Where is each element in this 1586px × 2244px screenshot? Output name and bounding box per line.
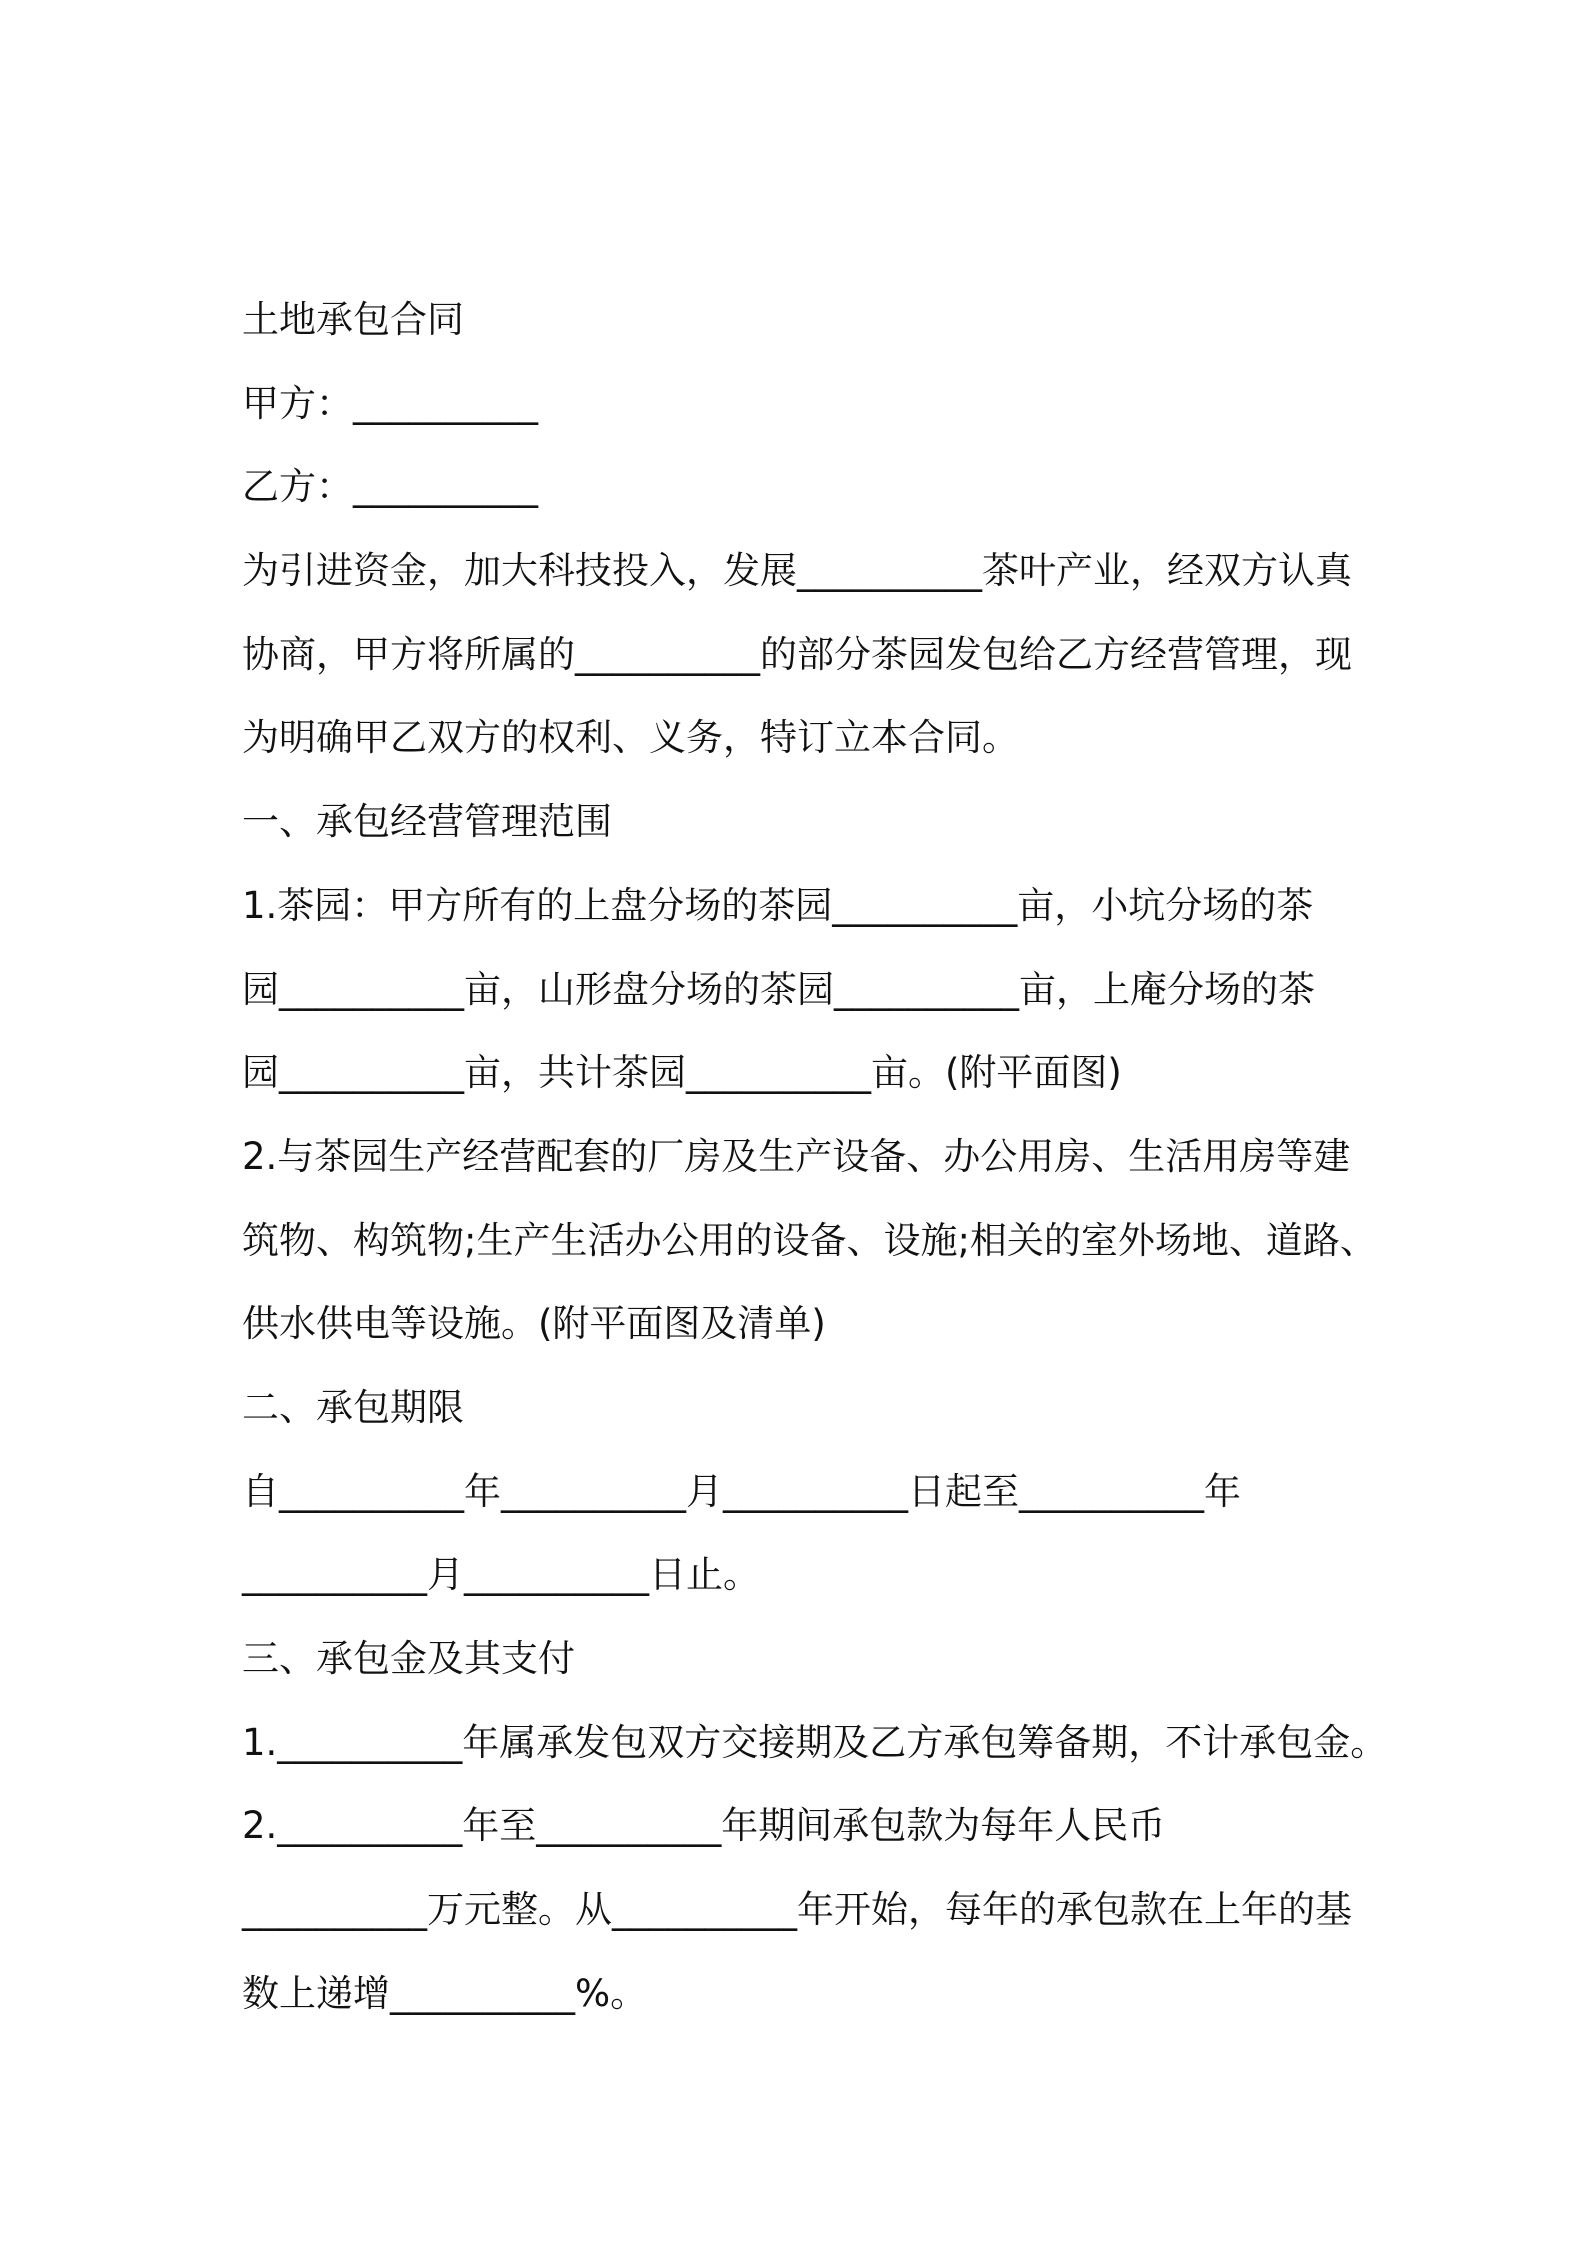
- clause-line: 2.__________年至__________年期间承包款为每年人民币: [242, 1804, 1166, 1848]
- preamble-line: 协商，甲方将所属的__________的部分茶园发包给乙方经营管理，现: [242, 632, 1352, 676]
- clause-line: 供水供电等设施。(附平面图及清单): [242, 1302, 826, 1346]
- section-heading-scope: 一、承包经营管理范围: [242, 800, 612, 844]
- party-b-line: 乙方：__________: [242, 465, 538, 509]
- contract-body: [242, 278, 1388, 2035]
- section-heading-term: 二、承包期限: [242, 1385, 464, 1429]
- section-heading-payment: 三、承包金及其支付: [242, 1637, 575, 1680]
- clause-line: 园__________亩，山形盘分场的茶园__________亩，上庵分场的茶: [242, 967, 1315, 1011]
- clause-line: 数上递增__________%。: [242, 1971, 648, 2015]
- preamble-line: 为明确甲乙双方的权利、义务，特订立本合同。: [242, 716, 1019, 760]
- contract-title: 土地承包合同: [242, 298, 464, 341]
- clause-line: 筑物、构筑物;生产生活办公用的设备、设施;相关的室外场地、道路、: [242, 1218, 1377, 1262]
- preamble-line: 为引进资金，加大科技投入，发展__________茶叶产业，经双方认真: [242, 549, 1352, 593]
- clause-line: __________万元整。从__________年开始，每年的承包款在上年的基: [242, 1888, 1352, 1932]
- clause-line: 园__________亩，共计茶园__________亩。(附平面图): [242, 1051, 1122, 1095]
- clause-line: 1.茶园：甲方所有的上盘分场的茶园__________亩，小坑分场的茶: [242, 883, 1314, 927]
- clause-line: 2.与茶园生产经营配套的厂房及生产设备、办公用房、生活用房等建: [242, 1134, 1351, 1178]
- clause-line: __________月__________日止。: [242, 1553, 760, 1597]
- clause-line: 自__________年__________月__________日起至__________年: [242, 1469, 1241, 1513]
- clause-line: 1.__________年属承发包双方交接期及乙方承包筹备期，不计承包金。: [242, 1720, 1388, 1764]
- party-a-line: 甲方：__________: [242, 381, 538, 425]
